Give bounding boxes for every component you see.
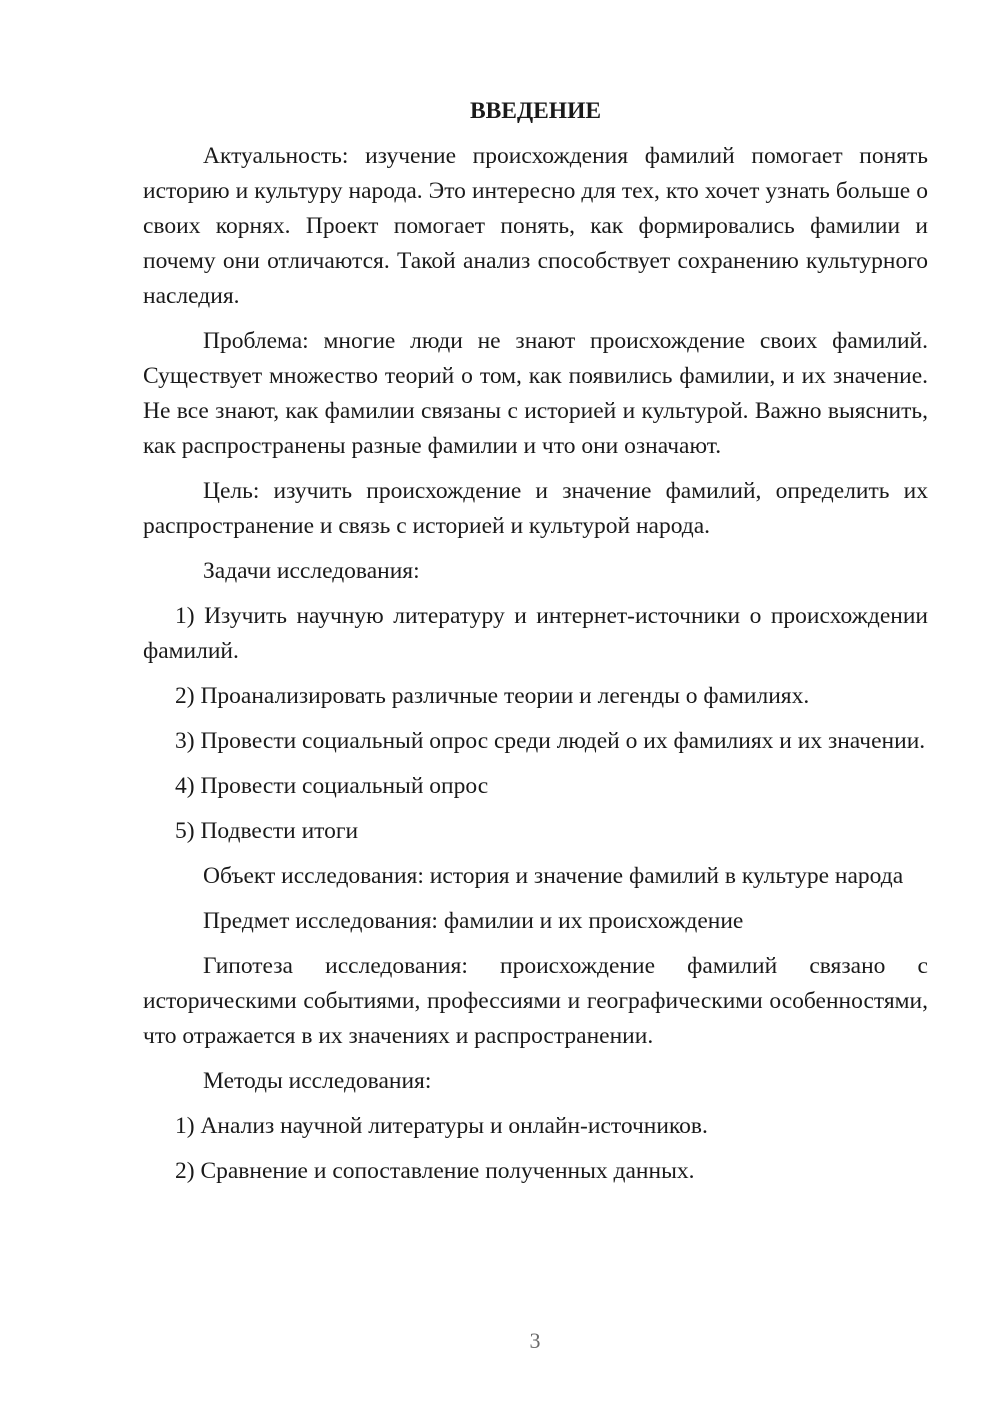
- page-body: [143, 94, 928, 1199]
- task-item-1: 1) Изучить научную литературу и интернет-источники о происхождении фамилий.: [143, 603, 928, 664]
- task-item-2: 2) Проанализировать различные теории и легенды о фамилиях.: [175, 683, 810, 709]
- paragraph-subject: Предмет исследования: фамилии и их происхождение: [203, 908, 744, 934]
- method-item-1: 1) Анализ научной литературы и онлайн-источников.: [175, 1113, 708, 1139]
- method-item-2: 2) Сравнение и сопоставление полученных данных.: [175, 1158, 695, 1184]
- task-item-3: 3) Провести социальный опрос среди людей о их фамилиях и их значении.: [175, 728, 926, 754]
- paragraph-object: Объект исследования: история и значение фамилий в культуре народа: [203, 863, 904, 889]
- paragraph-hypothesis: Гипотеза исследования: происхождение фамилий связано с историческими событиями, профессиями и географическими особенностями, что отражается в их значениях и распространении.: [143, 953, 928, 1049]
- paragraph-problem: Проблема: многие люди не знают происхождение своих фамилий. Существует множество теорий о том, как появились фамилии, и их значение. Не все знают, как фамилии связаны с историей и культурой. Важно выяснить, как распространены разные фамилии и что они означают.: [143, 328, 928, 459]
- task-item-4: 4) Провести социальный опрос: [175, 773, 489, 799]
- task-item-5: 5) Подвести итоги: [175, 818, 359, 844]
- paragraph-relevance: Актуальность: изучение происхождения фамилий помогает понять историю и культуру народа. Это интересно для тех, кто хочет узнать больше о своих корнях. Проект помогает понять, как формировались фамилии и почему они отличаются. Такой анализ способствует сохранению культурного наследия.: [143, 143, 928, 309]
- methods-heading: Методы исследования:: [203, 1068, 432, 1094]
- tasks-heading: Задачи исследования:: [203, 558, 420, 584]
- paragraph-goal: Цель: изучить происхождение и значение фамилий, определить их распространение и связь с историей и культурой народа.: [143, 478, 928, 539]
- page-title: ВВЕДЕНИЕ: [469, 98, 602, 124]
- page-number: 3: [529, 1328, 541, 1353]
